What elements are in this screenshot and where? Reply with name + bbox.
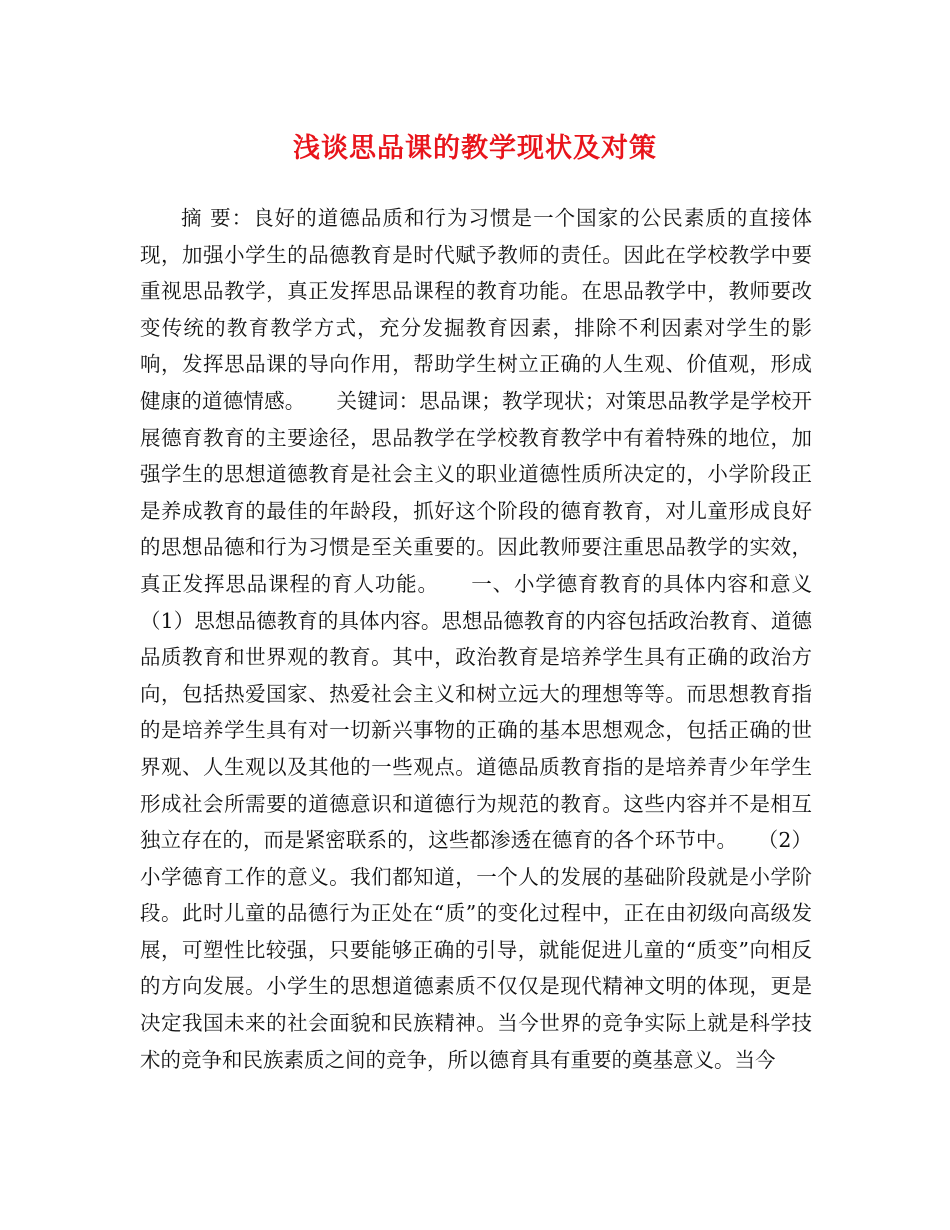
document-title: 浅谈思品课的教学现状及对策 bbox=[293, 133, 657, 164]
document-body: 摘 要：良好的道德品质和行为习惯是一个国家的公民素质的直接体现，加强小学生的品德教育是时代赋予教师的责任。因此在学校教学中要重视思品教学，真正发挥思品课程的教育功能。在思品教学中，教师要改变传统的教育教学方式，充分发掘教育因素，排除不利因素对学生的影响，发挥思品课的导向作用，帮助学生树立正确的人生观、价值观，形成健康的道德情感。 关键词：思品课；教学现状；对策思品教学是学校开展德育教育的主要途径，思品教学在学校教育教学中有着特殊的地位，加强学生的思想道德教育是社会主义的职业道德性质所决定的，小学阶段正是养成教育的最佳的年龄段，抓好这个阶段的德育教育，对儿童形成良好的思想品德和行为习惯是至关重要的。因此教师要注重思品教学的实效，真正发挥思品课程的育人功能。 一、小学德育教育的具体内容和意义 （1）思想品德教育的具体内容。思想品德教育的内容包括政治教育、道德品质教育和世界观的教育。其中，政治教育是培养学生具有正确的政治方向，包括热爱国家、热爱社会主义和树立远大的理想等等。而思想教育指的是培养学生具有对一切新兴事物的正确的基本思想观念，包括正确的世界观、人生观以及其他的一些观点。道德品质教育指的是培养青少年学生形成社会所需要的道德意识和道德行为规范的教育。这些内容并不是相互独立存在的，而是紧密联系的，这些都渗透在德育的各个环节中。 （2）小学德育工作的意义。我们都知道，一个人的发展的基础阶段就是小学阶段。此时儿童的品德行为正处在“质”的变化过程中，正在由初级向高级发展，可塑性比较强，只要能够正确的引导，就能促进儿童的“质变”向相反的方向发展。小学生的思想道德素质不仅仅是现代精神文明的体现，更是决定我国未来的社会面貌和民族精神。当今世界的竞争实际上就是科学技术的竞争和民族素质之间的竞争，所以德育具有重要的奠基意义。当今 bbox=[140, 206, 853, 1072]
